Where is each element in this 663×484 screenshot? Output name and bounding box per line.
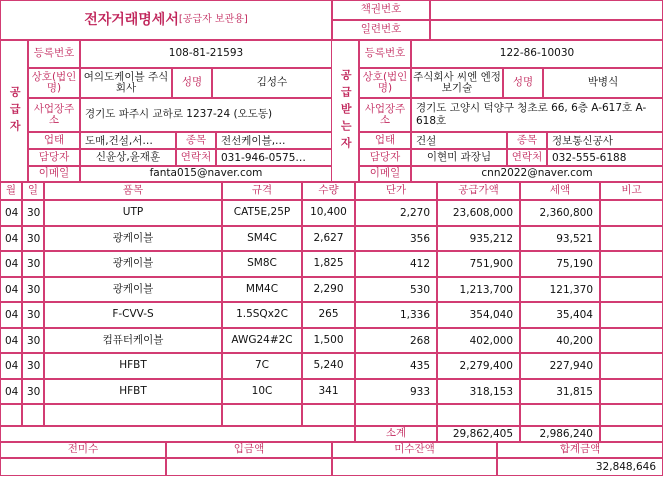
subtotal-tax: 2,986,240 [520,426,600,442]
row-8-note [600,379,663,404]
buyer-name: 박병식 [543,68,663,98]
row-8-spec: 10C [222,379,302,404]
row-3-tax: 75,190 [520,251,600,277]
row-4-price: 530 [355,277,437,302]
supplier-email-label: 이메일 [28,166,80,182]
column-header-note: 비고 [600,182,663,200]
column-header-spec: 규격 [222,182,302,200]
column-header-month: 월 [0,182,22,200]
row-7-tax: 227,940 [520,353,600,379]
supplier-company-label: 상호(법인명) [28,68,80,98]
column-header-day: 일 [22,182,44,200]
footer-unpaid-value [332,458,497,476]
buyer-side-label: 공급받는자 [331,40,359,182]
footer-unpaid-label: 미수잔액 [332,442,497,458]
row-2-amount: 935,212 [437,226,520,251]
row-8-price: 933 [355,379,437,404]
row-8-day: 30 [22,379,44,404]
row-8-amount: 318,153 [437,379,520,404]
buyer-business-label: 업태 [359,132,411,149]
row-3-qty: 1,825 [302,251,355,277]
row-2-tax: 93,521 [520,226,600,251]
row-4-qty: 2,290 [302,277,355,302]
row-5-item: F-CVV-S [44,302,222,328]
row-6-amount: 402,000 [437,328,520,353]
row-3-note [600,251,663,277]
supplier-manager-label: 담당자 [28,149,80,166]
row-4-note [600,277,663,302]
row-1-price: 2,270 [355,200,437,226]
row-2-note [600,226,663,251]
supplier-item-label: 종목 [176,132,216,149]
buyer-reg-label: 등록번호 [359,40,411,68]
buyer-business: 건설 [411,132,507,149]
footer-prev_balance-value [0,458,166,476]
row-8-month: 04 [0,379,22,404]
row-3-price: 412 [355,251,437,277]
empty-row-item [44,404,222,426]
supplier-manager: 신윤상,윤재훈 [80,149,176,166]
footer-total-label: 합계금액 [497,442,663,458]
column-header-price: 단가 [355,182,437,200]
row-3-month: 04 [0,251,22,277]
row-3-spec: SM8C [222,251,302,277]
row-8-tax: 31,815 [520,379,600,404]
supplier-reg-no: 108-81-21593 [80,40,332,68]
buyer-reg-no: 122-86-10030 [411,40,663,68]
supplier-contact-label: 연락처 [176,149,216,166]
row-6-spec: AWG24#2C [222,328,302,353]
row-2-qty: 2,627 [302,226,355,251]
row-6-qty: 1,500 [302,328,355,353]
supplier-item: 전선케이블,… [216,132,332,149]
row-2-day: 30 [22,226,44,251]
row-6-tax: 40,200 [520,328,600,353]
row-6-note [600,328,663,353]
buyer-contact: 032-555-6188 [547,149,663,166]
column-header-amount: 공급가액 [437,182,520,200]
empty-row-day [22,404,44,426]
row-7-note [600,353,663,379]
footer-prev_balance-label: 전미수 [0,442,166,458]
row-2-item: 광케이블 [44,226,222,251]
supplier-address: 경기도 파주시 교하로 1237-24 (오도동) [80,98,332,132]
row-1-month: 04 [0,200,22,226]
row-1-note [600,200,663,226]
supplier-business-label: 업태 [28,132,80,149]
row-4-spec: MM4C [222,277,302,302]
row-7-amount: 2,279,400 [437,353,520,379]
row-1-amount: 23,608,000 [437,200,520,226]
buyer-company-label: 상호(법인명) [359,68,411,98]
footer-paid-label: 입금액 [166,442,332,458]
buyer-email: cnn2022@naver.com [411,166,663,182]
column-header-item: 품목 [44,182,222,200]
subtotal-amount: 29,862,405 [437,426,520,442]
row-6-month: 04 [0,328,22,353]
row-2-price: 356 [355,226,437,251]
empty-row-qty [302,404,355,426]
buyer-manager: 이현미 과장님 [411,149,507,166]
row-8-item: HFBT [44,379,222,404]
column-header-qty: 수량 [302,182,355,200]
row-1-item: UTP [44,200,222,226]
buyer-address-label: 사업장주소 [359,98,411,132]
row-2-spec: SM4C [222,226,302,251]
empty-row-spec [222,404,302,426]
row-1-day: 30 [22,200,44,226]
subtotal-note [600,426,663,442]
empty-row-note [600,404,663,426]
footer-total-value: 32,848,646 [497,458,663,476]
row-7-price: 435 [355,353,437,379]
supplier-contact: 031-946-0575… [216,149,332,166]
subtotal-blank [0,426,355,442]
serial-no-value [430,20,663,40]
buyer-item: 정보통신공사 [547,132,663,149]
row-5-price: 1,336 [355,302,437,328]
row-4-tax: 121,370 [520,277,600,302]
supplier-business: 도매,건설,서… [80,132,176,149]
column-header-tax: 세액 [520,182,600,200]
row-7-qty: 5,240 [302,353,355,379]
row-1-spec: CAT5E,25P [222,200,302,226]
row-4-month: 04 [0,277,22,302]
empty-row-month [0,404,22,426]
row-2-month: 04 [0,226,22,251]
title-box [0,0,332,40]
buyer-name-label: 성명 [503,68,543,98]
supplier-email: fanta015@naver.com [80,166,332,182]
supplier-company: 여의도케이블 주식회사 [80,68,172,98]
serial-no-label: 일련번호 [332,20,430,40]
buyer-manager-label: 담당자 [359,149,411,166]
subtotal-label: 소계 [355,426,437,442]
supplier-address-label: 사업장주소 [28,98,80,132]
row-6-item: 컴퓨터케이블 [44,328,222,353]
empty-row-price [355,404,437,426]
row-5-amount: 354,040 [437,302,520,328]
supplier-reg-label: 등록번호 [28,40,80,68]
empty-row-amount [437,404,520,426]
page-title: 전자거래명세서 [84,11,179,28]
supplier-name: 김성수 [212,68,332,98]
row-3-item: 광케이블 [44,251,222,277]
row-7-spec: 7C [222,353,302,379]
footer-paid-value [166,458,332,476]
row-6-price: 268 [355,328,437,353]
row-7-month: 04 [0,353,22,379]
row-8-qty: 341 [302,379,355,404]
empty-row-tax [520,404,600,426]
supplier-side-label: 공급자 [0,40,28,182]
buyer-company: 주식회사 씨엔 엔정보기술 [411,68,503,98]
row-1-tax: 2,360,800 [520,200,600,226]
row-5-day: 30 [22,302,44,328]
buyer-email-label: 이메일 [359,166,411,182]
row-5-tax: 35,404 [520,302,600,328]
row-5-qty: 265 [302,302,355,328]
buyer-item-label: 종목 [507,132,547,149]
row-5-spec: 1.5SQx2C [222,302,302,328]
buyer-contact-label: 연락처 [507,149,547,166]
row-5-month: 04 [0,302,22,328]
row-4-day: 30 [22,277,44,302]
book-no-label: 책권번호 [332,0,430,20]
row-3-amount: 751,900 [437,251,520,277]
book-no-value [430,0,663,20]
row-3-day: 30 [22,251,44,277]
row-6-day: 30 [22,328,44,353]
supplier-name-label: 성명 [172,68,212,98]
row-7-item: HFBT [44,353,222,379]
row-5-note [600,302,663,328]
row-1-qty: 10,400 [302,200,355,226]
buyer-address: 경기도 고양시 덕양구 청초로 66, 6층 A-617호 A-618호 [411,98,663,132]
row-7-day: 30 [22,353,44,379]
page-title-note: [공급자 보관용] [178,13,248,25]
row-4-item: 광케이블 [44,277,222,302]
row-4-amount: 1,213,700 [437,277,520,302]
